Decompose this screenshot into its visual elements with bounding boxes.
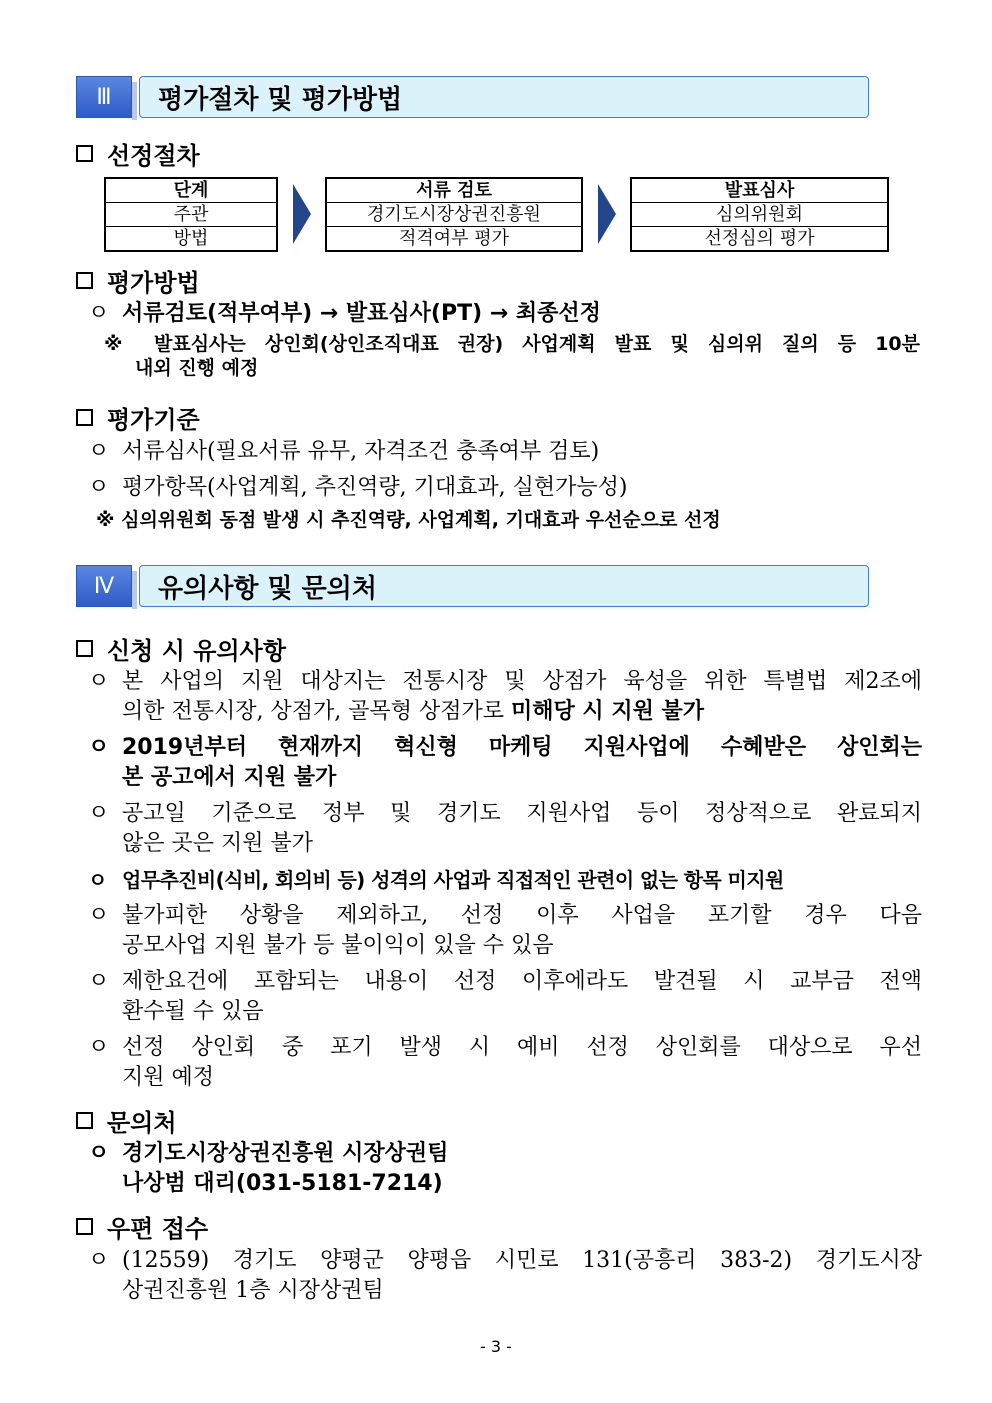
page-number: - 3 - bbox=[480, 1337, 512, 1356]
caution-item-5-line1: 불가피한 상황을 제외하고, 선정 이후 사업을 포기할 경우 다음 bbox=[122, 903, 922, 928]
section3-title: 평가절차 및 평가방법 bbox=[139, 76, 869, 118]
flow-arrow-icon bbox=[293, 184, 311, 244]
criteria-heading-text: 평가기준 bbox=[107, 406, 200, 434]
flow-table-stage bbox=[104, 177, 278, 252]
caution-item-1-line2-b: 미해당 시 지원 불가 bbox=[511, 699, 704, 724]
bullet-icon: ㅇ bbox=[88, 475, 110, 500]
flow-cell: 경기도시장상권진흥원 bbox=[327, 203, 581, 227]
caution-item-6-cont bbox=[88, 997, 922, 1027]
caution-item-1 bbox=[88, 667, 922, 697]
bullet-icon: ㅇ bbox=[88, 735, 110, 760]
caution-item-3 bbox=[88, 799, 922, 829]
criteria-note: ※ 심의위원회 동점 발생 시 추진역량, 사업계획, 기대효과 우선순으로 선정 bbox=[96, 509, 721, 531]
caution-item-6-line2: 환수될 수 있음 bbox=[122, 999, 264, 1024]
method-note-line1: ※ 발표심사는 상인회(상인조직대표 권장) 사업계획 발표 및 심의위 질의 등 10분 bbox=[104, 333, 920, 355]
method-heading bbox=[76, 263, 200, 298]
flow-arrow-icon bbox=[598, 184, 616, 244]
caution-item-4-text: 업무추진비(식비, 회의비 등) 성격의 사업과 직접적인 관련이 없는 항목 미지원 bbox=[122, 868, 784, 892]
bullet-icon: ㅇ bbox=[88, 1141, 110, 1166]
criteria-bullet1-text: 서류심사(필요서류 유무, 자격조건 충족여부 검토) bbox=[122, 439, 600, 464]
method-bullet-text: 서류검토(적부여부) → 발표심사(PT) → 최종선정 bbox=[122, 301, 601, 326]
selection-heading-text: 선정절차 bbox=[107, 142, 200, 170]
caution-item-3-line1: 공고일 기준으로 정부 및 경기도 지원사업 등이 정상적으로 완료되지 bbox=[122, 801, 922, 826]
caution-item-7-line1: 선정 상인회 중 포기 발생 시 예비 선정 상인회를 대상으로 우선 bbox=[122, 1035, 922, 1060]
method-heading-text: 평가방법 bbox=[107, 269, 200, 297]
bullet-icon: ㅇ bbox=[88, 969, 110, 994]
contact-person: 나상범 대리(031-5181-7214) bbox=[122, 1171, 443, 1196]
criteria-bullet2-text: 평가항목(사업계획, 추진역량, 기대효과, 실현가능성) bbox=[122, 475, 628, 500]
contact-org: 경기도시장상권진흥원 시장상권팀 bbox=[122, 1141, 449, 1166]
criteria-bullet2 bbox=[88, 473, 922, 503]
caution-item-7 bbox=[88, 1033, 922, 1063]
checkbox-square-icon bbox=[76, 409, 93, 426]
bullet-icon: ㅇ bbox=[88, 301, 110, 326]
checkbox-square-icon bbox=[76, 1112, 93, 1129]
caution-item-7-cont bbox=[88, 1063, 922, 1093]
mail-line2 bbox=[88, 1276, 922, 1306]
caution-item-1-line1: 본 사업의 지원 대상지는 전통시장 및 상점가 육성을 위한 특별법 제2조에 bbox=[122, 669, 922, 694]
section4-title: 유의사항 및 문의처 bbox=[139, 565, 869, 607]
criteria-bullet1 bbox=[88, 437, 922, 467]
caution-item-1-cont bbox=[88, 697, 922, 727]
bullet-icon: ㅇ bbox=[88, 903, 110, 928]
flow-table-document-review bbox=[325, 177, 583, 252]
flow-cell: 단계 bbox=[106, 179, 276, 203]
caution-item-4 bbox=[88, 865, 922, 895]
caution-item-2-line1: 2019년부터 현재까지 혁신형 마케팅 지원사업에 수혜받은 상인회는 bbox=[122, 735, 922, 760]
bullet-icon: ㅇ bbox=[88, 439, 110, 464]
checkbox-square-icon bbox=[76, 640, 93, 657]
caution-item-3-cont bbox=[88, 829, 922, 859]
bullet-icon: ㅇ bbox=[88, 1035, 110, 1060]
flow-cell: 방법 bbox=[173, 228, 209, 249]
method-note-line2: 내외 진행 예정 bbox=[135, 357, 259, 379]
caution-item-3-line2: 않은 곳은 지원 불가 bbox=[122, 831, 313, 856]
mail-line1 bbox=[88, 1246, 922, 1276]
caution-item-6-line1: 제한요건에 포함되는 내용이 선정 이후에라도 발견될 시 교부금 전액 bbox=[122, 969, 922, 994]
caution-item-2-line2: 본 공고에서 지원 불가 bbox=[122, 765, 337, 790]
flow-cell: 발표심사 bbox=[632, 179, 887, 203]
caution-item-2-cont bbox=[88, 763, 922, 793]
mail-address-line2: 상권진흥원 1층 시장상권팀 bbox=[122, 1278, 384, 1303]
flow-cell: 심의위원회 bbox=[632, 203, 887, 227]
caution-item-5-cont bbox=[88, 931, 922, 961]
criteria-heading bbox=[76, 400, 200, 435]
caution-item-5 bbox=[88, 901, 922, 931]
mail-heading bbox=[76, 1209, 208, 1244]
caution-item-1-line2 bbox=[122, 697, 922, 727]
flow-table-presentation bbox=[630, 177, 889, 252]
selection-heading bbox=[76, 136, 200, 171]
bullet-icon: ㅇ bbox=[88, 1248, 110, 1273]
flow-cell: 서류 검토 bbox=[327, 179, 581, 203]
checkbox-square-icon bbox=[76, 1218, 93, 1235]
bullet-icon: ㅇ bbox=[88, 801, 110, 826]
section4-number: Ⅳ bbox=[76, 565, 132, 607]
contact-line1 bbox=[88, 1139, 922, 1169]
caution-item-1-line2-a: 의한 전통시장, 상점가, 골목형 상점가로 bbox=[122, 699, 511, 724]
contact-line2 bbox=[88, 1169, 922, 1199]
caution-item-7-line2: 지원 예정 bbox=[122, 1065, 215, 1090]
cautions-heading-text: 신청 시 유의사항 bbox=[107, 637, 286, 665]
section3-number: Ⅲ bbox=[76, 76, 132, 118]
flow-cell: 주관 bbox=[106, 203, 276, 227]
contact-heading-text: 문의처 bbox=[107, 1109, 177, 1137]
method-bullet bbox=[88, 299, 922, 329]
flow-cell: 선정심의 평가 bbox=[704, 228, 815, 249]
mail-address-line1: (12559) 경기도 양평군 양평읍 시민로 131(공흥리 383-2) 경기도시장 bbox=[122, 1248, 922, 1273]
checkbox-square-icon bbox=[76, 145, 93, 162]
bullet-icon: ㅇ bbox=[88, 669, 110, 694]
bullet-icon: ㅇ bbox=[88, 868, 108, 892]
contact-heading bbox=[76, 1103, 177, 1138]
flow-cell: 적격여부 평가 bbox=[398, 228, 510, 249]
caution-item-5-line2: 공모사업 지원 불가 등 불이익이 있을 수 있음 bbox=[122, 933, 554, 958]
checkbox-square-icon bbox=[76, 272, 93, 289]
caution-item-2 bbox=[88, 733, 922, 763]
cautions-heading bbox=[76, 631, 286, 666]
mail-heading-text: 우편 접수 bbox=[107, 1215, 209, 1243]
caution-item-6 bbox=[88, 967, 922, 997]
